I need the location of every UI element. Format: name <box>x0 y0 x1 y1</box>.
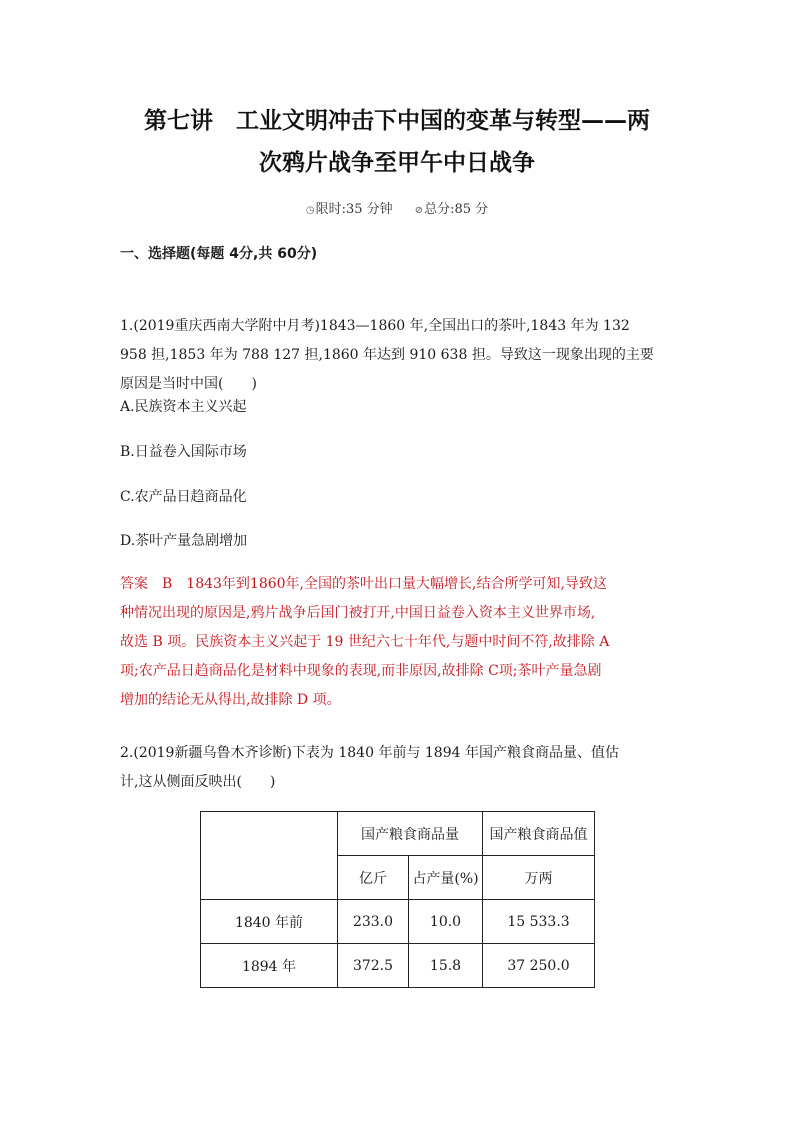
time-limit: 限时:35 分钟 <box>315 202 393 217</box>
total-score: 总分:85 分 <box>424 202 489 217</box>
section-heading: 一、选择题(每题 4分,共 60分) <box>120 246 318 262</box>
option-b: B.日益卷入国际市场 <box>120 444 247 460</box>
title-line-1: 第七讲 工业文明冲击下中国的变革与转型——两 <box>144 108 650 134</box>
question-1-line: 原因是当时中国( ) <box>120 376 257 392</box>
answer-line: 答案 B 1843年到1860年,全国的茶叶出口量大幅增长,结合所学可知,导致这 <box>120 576 607 592</box>
row-label: 1840 年前 <box>201 900 338 944</box>
exam-meta <box>0 198 794 217</box>
table-cell: 15.8 <box>409 944 483 988</box>
table-row <box>201 900 595 944</box>
title-line-2: 次鸦片战争至甲午中日战争 <box>259 150 535 176</box>
question-1-stem <box>120 312 676 399</box>
option-a: A.民族资本主义兴起 <box>120 399 247 415</box>
table-cell: 37 250.0 <box>483 944 595 988</box>
question-2-line: 2.(2019新疆乌鲁木齐诊断)下表为 1840 年前与 1894 年国产粮食商品量、值估 <box>120 745 619 761</box>
table-row <box>201 944 595 988</box>
subheader-unit: 占产量(%) <box>409 856 483 900</box>
question-2-stem <box>120 739 676 797</box>
option-c: C.农产品日趋商品化 <box>120 489 247 505</box>
check-circle-icon: ⊘ <box>414 205 424 216</box>
table-cell: 233.0 <box>338 900 409 944</box>
answer-line: 故选 B 项。民族资本主义兴起于 19 世纪六七十年代,与题中时间不符,故排除 A <box>120 634 610 650</box>
clock-icon: ◷ <box>305 205 315 216</box>
option-d: D.茶叶产量急剧增加 <box>120 533 248 549</box>
question-1-answer <box>120 570 676 715</box>
question-1-line: 958 担,1853 年为 788 127 担,1860 年达到 910 638 担。导致这一现象出现的主要 <box>120 347 654 363</box>
table-header-row <box>201 812 595 856</box>
answer-line: 增加的结论无从得出,故排除 D 项。 <box>120 692 341 708</box>
table-corner-cell <box>201 812 338 900</box>
header-grain-quantity: 国产粮食商品量 <box>338 812 483 856</box>
grain-commodity-table <box>200 811 595 988</box>
table-cell: 372.5 <box>338 944 409 988</box>
subheader-unit: 亿斤 <box>338 856 409 900</box>
subheader-unit: 万两 <box>483 856 595 900</box>
question-1-line: 1.(2019重庆西南大学附中月考)1843—1860 年,全国出口的茶叶,1843 年为 132 <box>120 318 630 334</box>
table-cell: 15 533.3 <box>483 900 595 944</box>
answer-line: 种情况出现的原因是,鸦片战争后国门被打开,中国日益卷入资本主义世界市场, <box>120 605 596 621</box>
question-2-line: 计,这从侧面反映出( ) <box>120 774 276 790</box>
header-grain-value: 国产粮食商品值 <box>483 812 595 856</box>
row-label: 1894 年 <box>201 944 338 988</box>
page-title <box>110 100 684 184</box>
answer-line: 项;农产品日趋商品化是材料中现象的表现,而非原因,故排除 C项;茶叶产量急剧 <box>120 663 602 679</box>
table-cell: 10.0 <box>409 900 483 944</box>
